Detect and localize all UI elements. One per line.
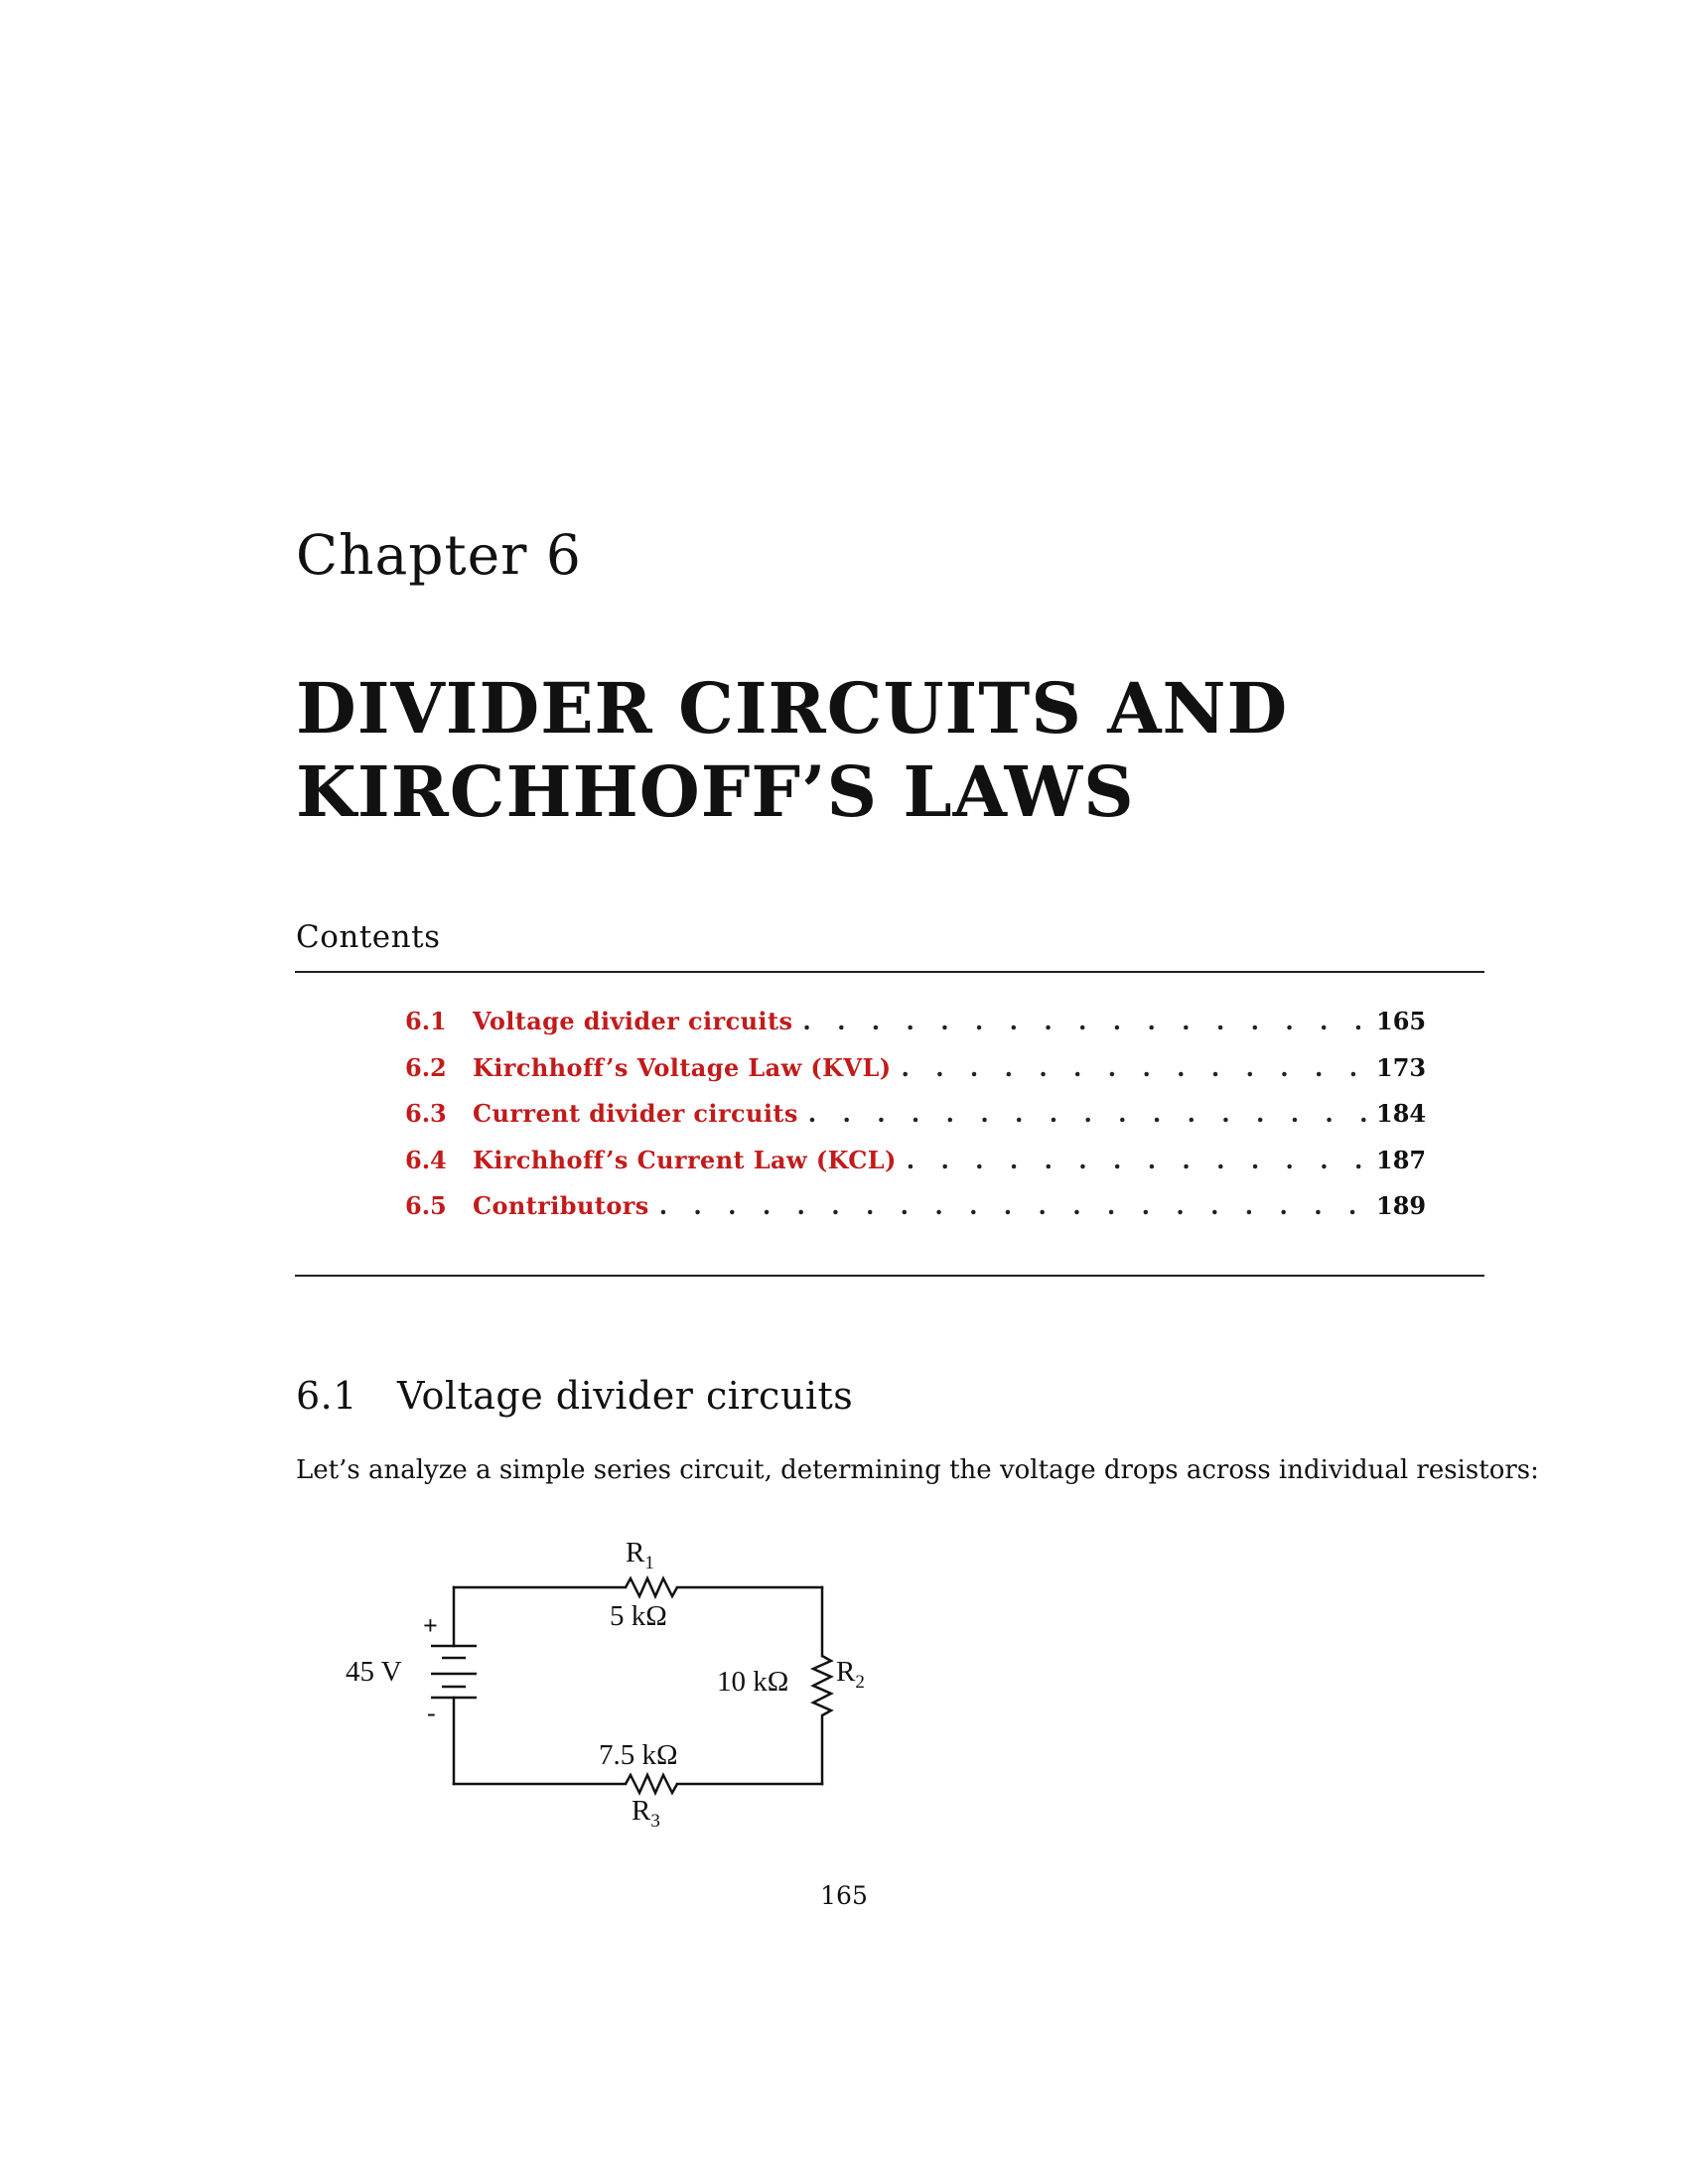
toc-entry-title[interactable]: Kirchhoff’s Voltage Law (KVL): [473, 1052, 892, 1082]
r2-name: R: [836, 1656, 856, 1688]
section-number: 6.1: [296, 1374, 357, 1418]
page-number: 165: [820, 1881, 868, 1910]
toc-entry-page: 184: [1376, 1099, 1427, 1128]
toc-entry-page: 187: [1376, 1145, 1427, 1174]
battery-symbol: [431, 1646, 477, 1698]
r3-name-label: [632, 1795, 660, 1832]
toc-entry-page: 189: [1376, 1191, 1427, 1220]
contents-heading: Contents: [296, 919, 441, 955]
resistor-r3-symbol: [626, 1775, 677, 1793]
toc-entry-page: 173: [1376, 1052, 1427, 1082]
toc-entry-6-3[interactable]: [405, 1099, 1427, 1146]
toc-entry-title[interactable]: Kirchhoff’s Current Law (KCL): [473, 1145, 897, 1174]
r3-value-label: 7.5 kΩ: [599, 1739, 678, 1771]
toc-entry-6-4[interactable]: [405, 1145, 1427, 1192]
r3-subscript: 3: [650, 1811, 660, 1832]
series-circuit-diagram: [328, 1529, 884, 1856]
toc-dot-leader: [659, 1191, 1366, 1220]
chapter-title-line-2: KIRCHHOFF’S LAWS: [296, 751, 1135, 833]
toc-entry-number[interactable]: 6.5: [405, 1191, 447, 1220]
toc-entry-title[interactable]: Contributors: [473, 1191, 649, 1220]
resistor-r2-symbol: [813, 1656, 831, 1715]
toc-entry-6-5[interactable]: [405, 1191, 1427, 1238]
toc-dot-leader: [802, 1007, 1366, 1035]
r1-value-label: 5 kΩ: [610, 1600, 667, 1632]
toc-dot-leader: [901, 1053, 1366, 1082]
section-title: Voltage divider circuits: [397, 1374, 854, 1418]
toc-entry-number[interactable]: 6.1: [405, 1007, 447, 1035]
r2-name-label: [836, 1656, 865, 1693]
r1-name-label: [626, 1537, 654, 1573]
r1-subscript: 1: [644, 1553, 654, 1573]
r2-subscript: 2: [855, 1672, 865, 1693]
toc-entry-title[interactable]: Current divider circuits: [473, 1099, 798, 1128]
toc-entry-number[interactable]: 6.4: [405, 1145, 447, 1174]
table-of-contents: [405, 1007, 1427, 1238]
r2-value-label: 10 kΩ: [717, 1666, 789, 1698]
chapter-label: Chapter 6: [296, 523, 582, 587]
toc-entry-title[interactable]: Voltage divider circuits: [473, 1007, 793, 1035]
toc-dot-leader: [907, 1146, 1366, 1174]
contents-top-rule: [295, 971, 1484, 973]
toc-dot-leader: [808, 1099, 1366, 1128]
battery-plus-sign: +: [423, 1611, 438, 1640]
toc-entry-6-2[interactable]: [405, 1052, 1427, 1100]
source-voltage-label: 45 V: [346, 1656, 402, 1688]
toc-entry-number[interactable]: 6.3: [405, 1099, 447, 1128]
contents-bottom-rule: [295, 1275, 1484, 1277]
section-intro-paragraph: Let’s analyze a simple series circuit, determining the voltage drops across individual resistors:: [296, 1455, 1539, 1485]
r1-name: R: [626, 1537, 645, 1569]
battery-minus-sign: -: [427, 1699, 436, 1727]
r3-name: R: [632, 1795, 651, 1827]
section-heading: [296, 1374, 853, 1418]
toc-entry-page: 165: [1376, 1007, 1427, 1035]
toc-entry-number[interactable]: 6.2: [405, 1052, 447, 1082]
chapter-title: [296, 667, 1288, 834]
chapter-title-line-1: DIVIDER CIRCUITS AND: [296, 667, 1289, 750]
resistor-r1-symbol: [626, 1578, 677, 1596]
toc-entry-6-1[interactable]: [405, 1007, 1427, 1053]
